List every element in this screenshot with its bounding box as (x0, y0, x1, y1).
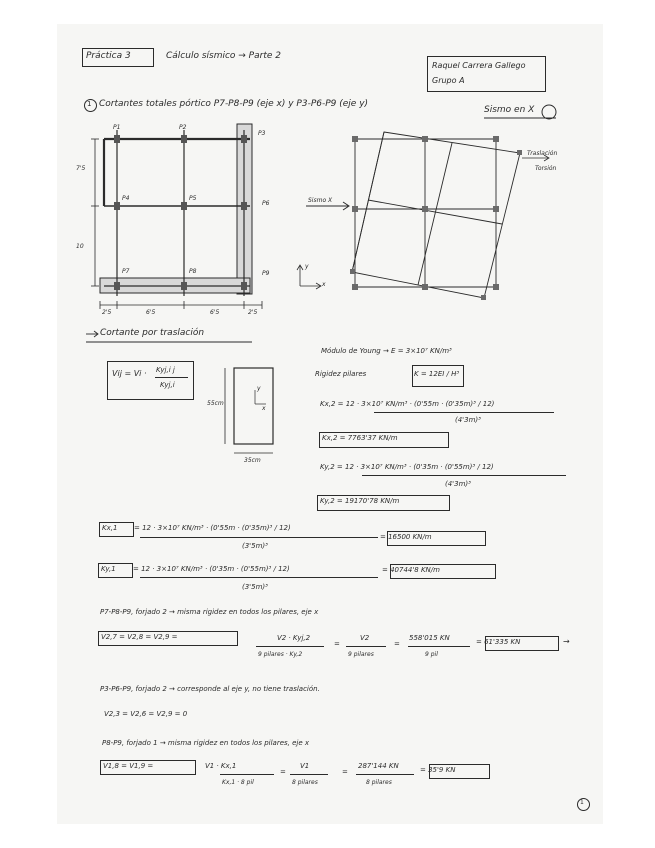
p89-f2-den: 8 pilares (292, 779, 318, 786)
p789-f1-num: V2 · Kyj,2 (277, 634, 311, 642)
dim-bottom-4: 2'5 (248, 309, 258, 316)
column-label-p3: P3 (258, 130, 266, 137)
p789-result: = 61'335 KN (476, 638, 521, 646)
p789-f1-bar (256, 646, 324, 647)
p89-text: P8-P9, forjado 1 → misma rigidez en todos los pilares, eje x (102, 739, 310, 747)
dim-left-top: 7'5 (76, 165, 86, 172)
notebook-sheet (57, 24, 603, 824)
ky1-result: = 40744'8 KN/m (382, 566, 440, 574)
ky2-result: Ky,2 = 19170'78 KN/m (320, 497, 400, 505)
cortante-formula-lhs: Vij = Vi · (112, 369, 147, 378)
author-group: Grupo A (432, 76, 465, 85)
ky2-fraction-bar (362, 475, 566, 476)
column-label-p2: P2 (179, 124, 187, 131)
kx2-line: Kx,2 = 12 · 3×10⁷ KN/m³ · (0'55m · (0'35m)³ / 12) (320, 400, 495, 408)
p789-lhs: V2,7 = V2,8 = V2,9 = (101, 633, 178, 641)
page-number: 1 (580, 799, 584, 806)
section-h: 55cm (207, 400, 224, 407)
dim-left-bottom: 10 (76, 243, 84, 250)
kx2-den: (4'3m)³ (455, 416, 481, 424)
section-axis-x: x (262, 405, 266, 412)
young-modulus: Módulo de Young → E = 3×10⁷ KN/m³ (321, 347, 452, 355)
kx1-label: Kx,1 (102, 524, 118, 532)
cortante-formula-box (107, 361, 194, 400)
section-heading: Cortantes totales pórtico P7-P8-P9 (eje x) y P3-P6-P9 (eje y) (99, 99, 369, 109)
p369-text: P3-P6-P9, forjado 2 → corresponde al eje y, no tiene traslación. (100, 685, 320, 693)
p89-eq2: = (342, 768, 348, 776)
kx1-num: = 12 · 3×10⁷ KN/m³ · (0'55m · (0'35m)³ / 12) (134, 524, 291, 532)
p89-f3-num: 287'144 KN (358, 762, 399, 770)
dim-bottom-3: 6'5 (210, 309, 220, 316)
section-axis-y: y (257, 385, 261, 392)
p789-f3-num: 558'015 KN (409, 634, 450, 642)
p789-text: P7-P8-P9, forjado 2 → misma rigidez en todos los pilares, eje x (100, 608, 319, 616)
p89-f1-bar (220, 774, 274, 775)
p89-eq1: = (280, 768, 286, 776)
ky1-num: = 12 · 3×10⁷ KN/m³ · (0'35m · (0'55m)³ / 12) (133, 565, 290, 573)
axis-y-label: y (305, 263, 309, 270)
rigidez-label: Rigidez pilares (315, 370, 367, 378)
p89-f1-num: V1 · Kx,1 (205, 762, 237, 770)
column-label-p4: P4 (122, 195, 130, 202)
p89-f3-bar (356, 774, 414, 775)
p789-eq1: = (334, 640, 340, 648)
kx1-den: (3'5m)³ (242, 542, 268, 550)
p89-f3-den: 8 pilares (366, 779, 392, 786)
torsion-label: Torsión (535, 165, 557, 172)
page-title: Práctica 3 (86, 51, 131, 61)
column-label-p9: P9 (262, 270, 270, 277)
ky1-fraction-bar (140, 577, 378, 578)
author-name: Raquel Carrera Gallego (432, 61, 526, 70)
p789-f3-den: 9 pil (425, 651, 438, 658)
rigidez-formula: K = 12EI / H³ (414, 370, 460, 378)
p89-f1-den: Kx,1 · 8 pil (222, 779, 254, 786)
page-subtitle: Cálculo sísmico → Parte 2 (166, 51, 281, 61)
p789-arrow: → (563, 637, 570, 646)
column-label-p6: P6 (262, 200, 270, 207)
sismo-arrow-label: Sismo X (308, 197, 333, 204)
dim-bottom-1: 2'5 (102, 309, 112, 316)
sismo-label: Sismo en X (484, 105, 535, 115)
cortante-formula-den: Kyj,i (160, 381, 175, 389)
column-label-p8: P8 (189, 268, 197, 275)
p789-eq2: = (394, 640, 400, 648)
p789-f2-bar (346, 646, 386, 647)
kx1-result: = 16500 KN/m (380, 533, 432, 541)
ky2-den: (4'3m)³ (445, 480, 471, 488)
column-label-p1: P1 (113, 124, 121, 131)
p89-lhs: V1,8 = V1,9 = (103, 762, 154, 770)
axis-x-label: x (322, 281, 326, 288)
cortante-heading: Cortante por traslación (100, 328, 205, 338)
cortante-formula-num: Kyj,i j (156, 366, 175, 374)
ky1-den: (3'5m)³ (242, 583, 268, 591)
kx2-fraction-bar (374, 412, 554, 413)
p369-zero: V2,3 = V2,6 = V2,9 = 0 (104, 710, 188, 718)
kx1-fraction-bar (140, 537, 378, 538)
column-label-p7: P7 (122, 268, 130, 275)
column-label-p5: P5 (189, 195, 197, 202)
ky1-label: Ky,1 (101, 565, 116, 573)
p789-f2-num: V2 (360, 634, 370, 642)
dim-bottom-2: 6'5 (146, 309, 156, 316)
p789-f3-bar (408, 646, 470, 647)
p89-f2-num: V1 (300, 762, 310, 770)
p789-f2-den: 9 pilares (348, 651, 374, 658)
section-b: 35cm (244, 457, 261, 464)
kx2-result: Kx,2 = 7763'37 KN/m (322, 434, 398, 442)
p89-result: = 35'9 KN (420, 766, 456, 774)
p789-f1-den: 9 pilares · Ky,2 (258, 651, 303, 658)
p89-f2-bar (290, 774, 328, 775)
ky2-line: Ky,2 = 12 · 3×10⁷ KN/m³ · (0'35m · (0'55m)³ / 12) (320, 463, 494, 471)
section-number: 1 (87, 100, 92, 108)
cortante-fraction-bar (155, 377, 188, 378)
traslacion-label: Traslación (527, 150, 558, 157)
